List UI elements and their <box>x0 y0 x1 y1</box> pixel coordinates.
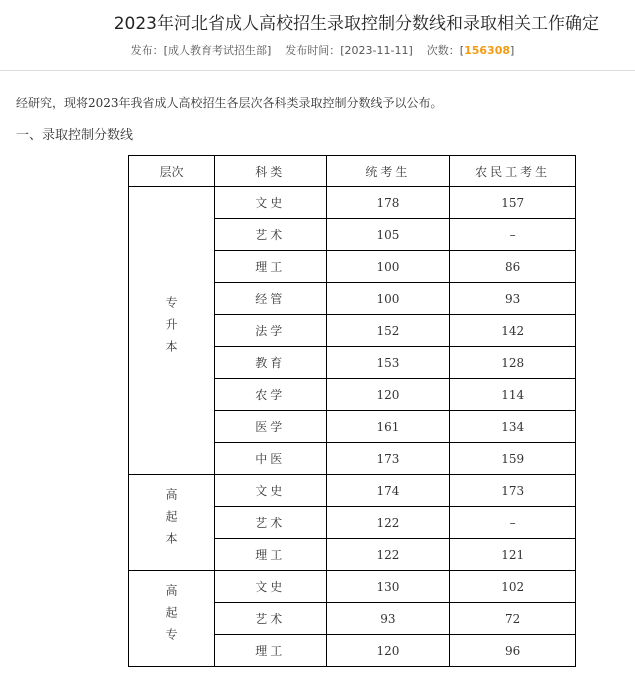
table-body <box>129 187 576 667</box>
date-label: 发布时间： <box>285 44 341 57</box>
subject-cell: 理工 <box>214 635 326 667</box>
migrant-score-cell: 159 <box>450 443 576 475</box>
level-label: 高起专 <box>163 584 178 650</box>
page-title: 2023年河北省成人高校招生录取控制分数线和录取相关工作确定 <box>113 14 599 34</box>
intro-paragraph: 经研究，现将2023年我省成人高校招生各层次各科类录取控制分数线予以公布。 <box>16 96 443 110</box>
migrant-score-cell: 93 <box>450 283 576 315</box>
migrant-score-cell: 173 <box>450 475 576 507</box>
unified-score-cell: 120 <box>326 379 450 411</box>
view-count: 156308 <box>464 44 511 57</box>
views-close: ] <box>510 44 515 57</box>
table-row <box>129 571 576 603</box>
publisher-label: 发布： <box>130 44 164 57</box>
level-label: 高起本 <box>163 488 178 554</box>
migrant-score-cell: 72 <box>450 603 576 635</box>
article-meta <box>0 42 635 58</box>
migrant-score-cell: 128 <box>450 347 576 379</box>
level-cell <box>129 571 215 667</box>
unified-score-cell: 93 <box>326 603 450 635</box>
unified-score-cell: 100 <box>326 251 450 283</box>
unified-score-cell: 173 <box>326 443 450 475</box>
subject-cell: 农学 <box>214 379 326 411</box>
publish-date: [2023-11-11] <box>340 44 413 57</box>
table-row <box>129 475 576 507</box>
unified-score-cell: 178 <box>326 187 450 219</box>
unified-score-cell: 153 <box>326 347 450 379</box>
migrant-score-cell: 134 <box>450 411 576 443</box>
unified-score-cell: 122 <box>326 539 450 571</box>
unified-score-cell: 161 <box>326 411 450 443</box>
subject-cell: 经管 <box>214 283 326 315</box>
migrant-score-cell: 96 <box>450 635 576 667</box>
header-subject: 科类 <box>214 156 326 187</box>
migrant-score-cell: 142 <box>450 315 576 347</box>
subject-cell: 艺术 <box>214 219 326 251</box>
views-open: [ <box>459 44 465 57</box>
table-header-row <box>129 156 576 187</box>
subject-cell: 艺术 <box>214 603 326 635</box>
table-row <box>129 187 576 219</box>
subject-cell: 中医 <box>214 443 326 475</box>
migrant-score-cell: 157 <box>450 187 576 219</box>
migrant-score-cell: 121 <box>450 539 576 571</box>
subject-cell: 教育 <box>214 347 326 379</box>
subject-cell: 理工 <box>214 539 326 571</box>
migrant-score-cell: 86 <box>450 251 576 283</box>
level-cell <box>129 187 215 475</box>
level-label: 专升本 <box>163 296 178 362</box>
subject-cell: 文史 <box>214 475 326 507</box>
publisher-link[interactable]: [成人教育考试招生部] <box>163 44 272 57</box>
subject-cell: 医学 <box>214 411 326 443</box>
header-level: 层次 <box>129 156 215 187</box>
level-cell <box>129 475 215 571</box>
unified-score-cell: 122 <box>326 507 450 539</box>
migrant-score-cell: 102 <box>450 571 576 603</box>
migrant-score-cell: – <box>450 507 576 539</box>
header-migrant: 农民工考生 <box>450 156 576 187</box>
score-table <box>128 155 576 667</box>
header-unified: 统考生 <box>326 156 450 187</box>
unified-score-cell: 100 <box>326 283 450 315</box>
unified-score-cell: 120 <box>326 635 450 667</box>
subject-cell: 文史 <box>214 187 326 219</box>
subject-cell: 艺术 <box>214 507 326 539</box>
subject-cell: 文史 <box>214 571 326 603</box>
views-label: 次数： <box>426 44 460 57</box>
divider <box>0 70 635 71</box>
unified-score-cell: 130 <box>326 571 450 603</box>
unified-score-cell: 174 <box>326 475 450 507</box>
migrant-score-cell: 114 <box>450 379 576 411</box>
unified-score-cell: 152 <box>326 315 450 347</box>
subject-cell: 理工 <box>214 251 326 283</box>
section-heading: 一、录取控制分数线 <box>16 128 134 143</box>
unified-score-cell: 105 <box>326 219 450 251</box>
subject-cell: 法学 <box>214 315 326 347</box>
migrant-score-cell: – <box>450 219 576 251</box>
